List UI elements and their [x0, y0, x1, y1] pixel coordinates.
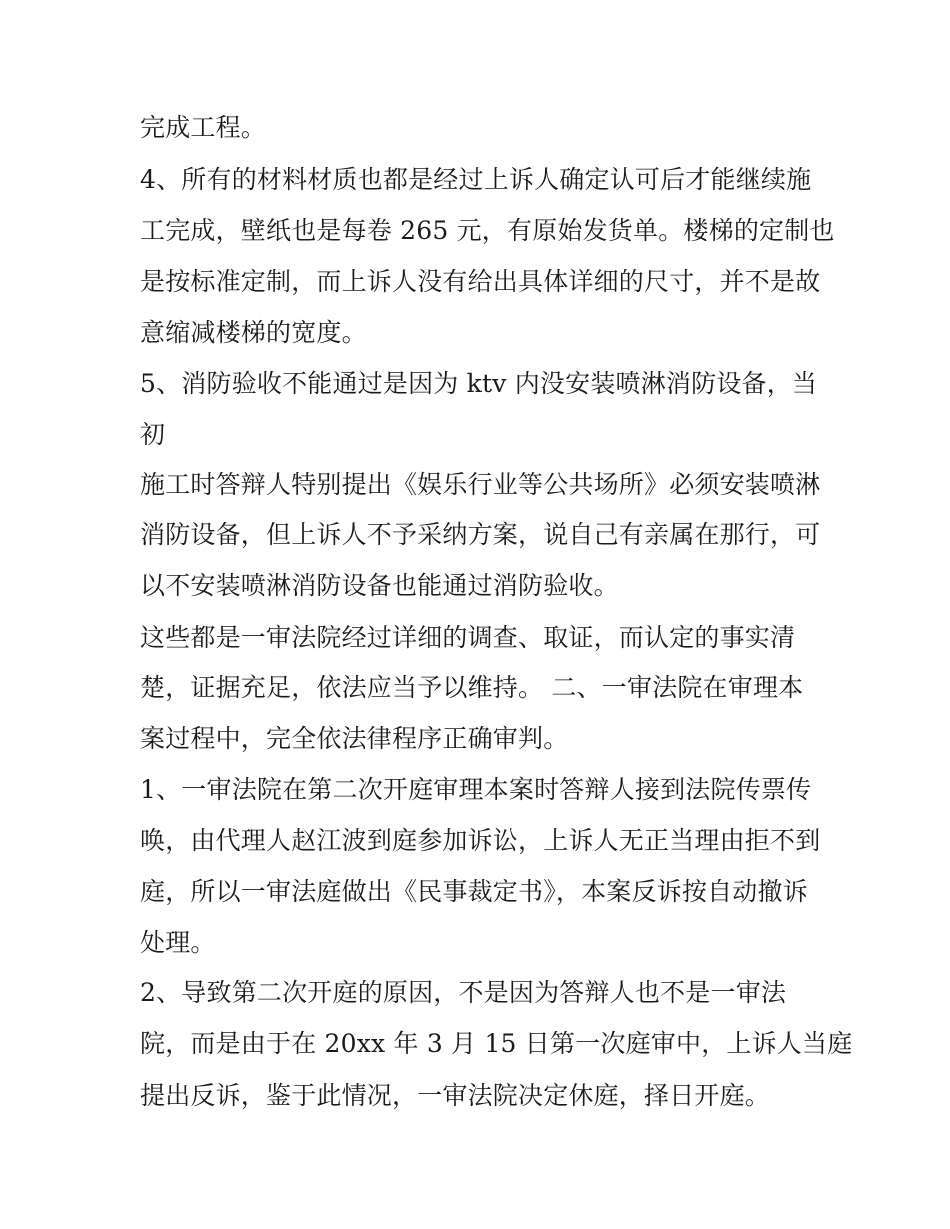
text-line: 楚，证据充足，依法应当予以维持。 二、一审法院在审理本: [140, 673, 804, 702]
text-line: 4、所有的材料材质也都是经过上诉人确定认可后才能继续施: [140, 165, 812, 194]
text-line: 提出反诉，鉴于此情况，一审法院决定休庭，择日开庭。: [140, 1081, 771, 1110]
text-line: 1、一审法院在第二次开庭审理本案时答辩人接到法院传票传: [140, 775, 812, 804]
text-line: 以不安装喷淋消防设备也能通过消防验收。: [140, 571, 619, 600]
text-line: 工完成，壁纸也是每卷 265 元，有原始发货单。楼梯的定制也: [140, 216, 835, 245]
text-line: 案过程中，完全依法律程序正确审判。: [140, 724, 569, 753]
text-line: 消防设备，但上诉人不予采纳方案，说自己有亲属在那行，可: [140, 520, 821, 549]
text-line: 唤，由代理人赵江波到庭参加诉讼，上诉人无正当理由拒不到: [140, 826, 821, 855]
text-line: 这些都是一审法院经过详细的调查、取证，而认定的事实清: [140, 623, 796, 652]
text-line: 处理。: [140, 928, 216, 957]
text-line: 5、消防验收不能通过是因为 ktv 内没安装喷淋消防设备，当: [140, 369, 818, 398]
text-line: 初: [140, 420, 166, 449]
text-line: 院，而是由于在 20xx 年 3 月 15 日第一次庭审中，上诉人当庭: [140, 1029, 853, 1058]
text-line: 庭，所以一审法庭做出《民事裁定书》，本案反诉按自动撤诉: [140, 877, 808, 906]
text-line: 施工时答辩人特别提出《娱乐行业等公共场所》必须安装喷淋: [140, 470, 821, 499]
text-line: 意缩减楼梯的宽度。: [140, 318, 367, 347]
text-line: 完成工程。: [140, 113, 267, 142]
text-line: 2、导致第二次开庭的原因，不是因为答辩人也不是一审法: [140, 978, 787, 1007]
text-line: 是按标准定制，而上诉人没有给出具体详细的尺寸，并不是故: [140, 267, 821, 296]
